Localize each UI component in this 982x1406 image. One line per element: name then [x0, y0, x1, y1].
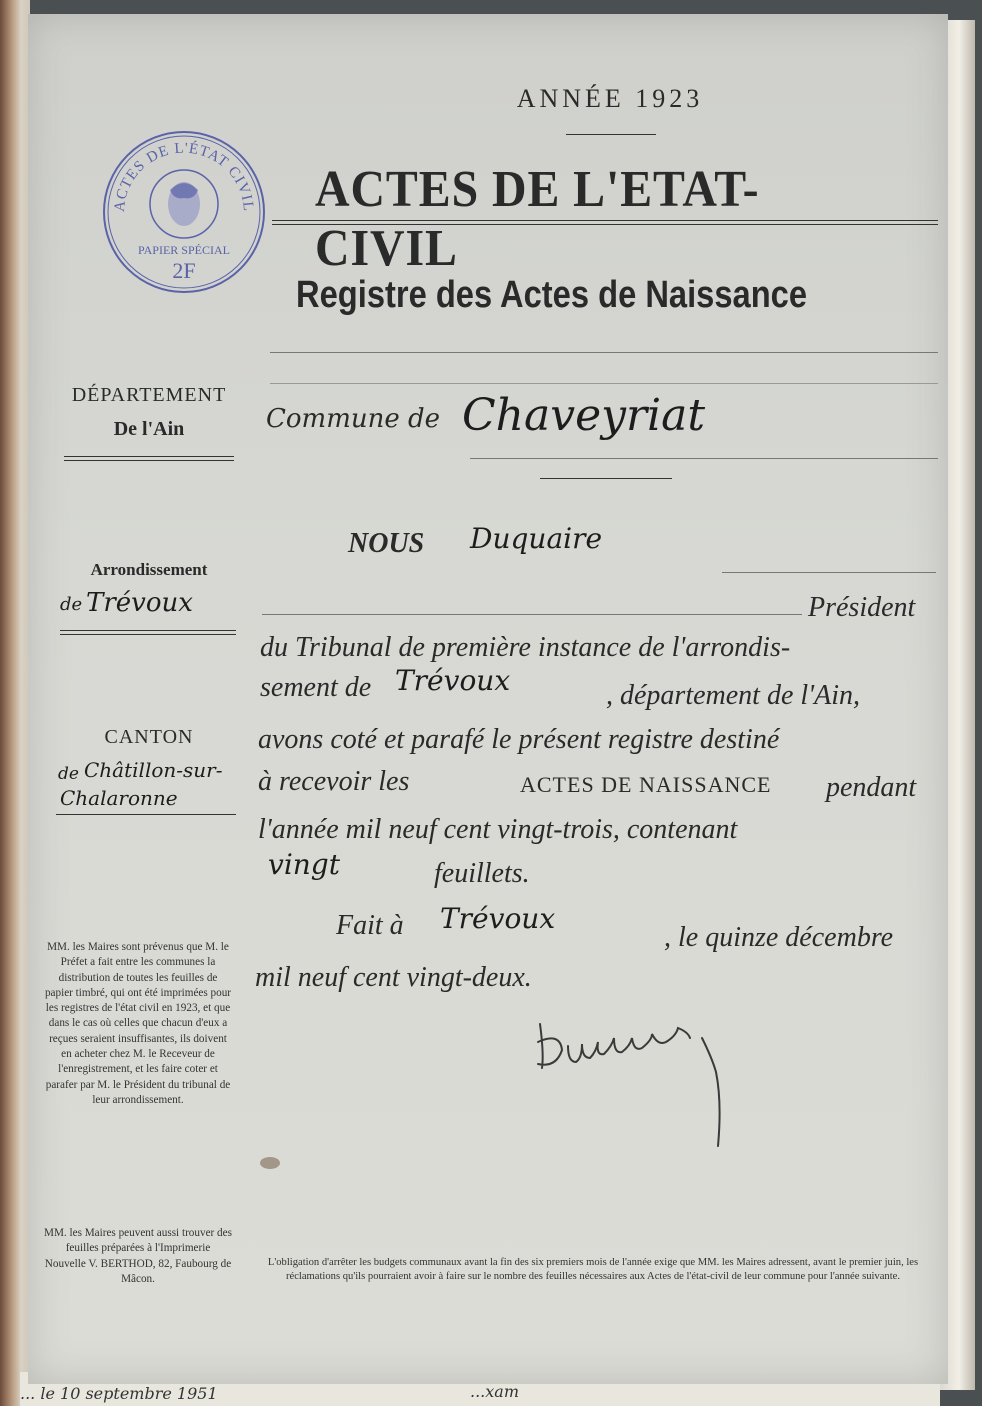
- next-sheet-handwriting: ...xam: [470, 1382, 519, 1401]
- text-line: mil neuf cent vingt-deux.: [255, 962, 532, 993]
- ink-smudge: [258, 1154, 288, 1170]
- canton-label: CANTON: [104, 726, 194, 748]
- book-binding: [0, 0, 30, 1406]
- commune-label: Commune de: [266, 404, 441, 434]
- text-line: avons coté et parafé le présent registre destiné: [258, 724, 780, 755]
- text-line: pendant: [826, 772, 917, 803]
- divider: [540, 478, 672, 479]
- stamp-ring-text: ACTES DE L'ÉTAT CIVIL: [111, 140, 257, 213]
- president-title: Président: [808, 592, 916, 623]
- divider: [270, 383, 938, 384]
- stamp-value: 2F: [172, 258, 196, 283]
- divider: [566, 134, 656, 135]
- register-subtitle: Registre des Actes de Naissance: [296, 274, 808, 316]
- department-name: De l'Ain: [113, 418, 185, 440]
- divider: [56, 814, 236, 815]
- fill-line: [722, 572, 936, 573]
- signature: [532, 1012, 752, 1162]
- commune-value: Chaveyriat: [462, 390, 706, 441]
- canton-value-continued: Chalaronne: [60, 786, 178, 810]
- made-at-location: Trévoux: [440, 902, 556, 935]
- sheet-count: vingt: [268, 848, 340, 881]
- text-line: l'année mil neuf cent vingt-trois, contenant: [258, 814, 738, 845]
- divider: [60, 630, 236, 635]
- text-line: sement de: [260, 672, 372, 703]
- divider: [64, 456, 234, 461]
- canton-prefix: de: [58, 764, 79, 784]
- divider: [270, 352, 938, 353]
- arrondissement-value: Trévoux: [86, 588, 193, 618]
- tribunal-location: Trévoux: [395, 664, 511, 697]
- year-heading: ANNÉE 1923: [516, 84, 704, 113]
- actes-smallcaps: ACTES DE NAISSANCE: [520, 772, 772, 797]
- revenue-stamp-icon: [100, 128, 268, 296]
- mayors-notice: MM. les Maires sont prévenus que M. le Préfet a fait entre les communes la distribution de toutes les feuilles de papier timbré, qui ont été imprimées pour les registres de l'état civil en 1923, et que dans le cas où celles que chacun d'eux a reçues seraient insuffisantes, ils doivent en acheter chez M. le Receveur de l'enregistrement, et les faire coter et parafer par M. le Président du tribunal de leur arrondissement.: [44, 941, 232, 1106]
- text-line: à recevoir les: [258, 766, 410, 797]
- date-text: , le quinze décembre: [664, 922, 894, 953]
- budget-notice: L'obligation d'arrêter les budgets communaux avant la fin des six premiers mois de l'année exige que MM. les Maires adressent, avant le premier juin, les réclamations qu'ils pourraient avoir à faire sur le nombre des feuilles nécessaires aux Actes de l'état-civil de leur commune pour l'année suivante.: [267, 1257, 919, 1282]
- next-sheet-handwriting: ... le 10 septembre 1951: [20, 1384, 218, 1403]
- stamp-label: PAPIER SPÉCIAL: [138, 243, 230, 257]
- fill-line: [470, 458, 938, 459]
- page-title: ACTES DE L'ETAT-CIVIL: [315, 161, 760, 277]
- text-line: , département de l'Ain,: [606, 680, 861, 711]
- text-line: feuillets.: [434, 858, 530, 889]
- printer-notice: MM. les Maires peuvent aussi trouver des feuilles préparées à l'Imprimerie Nouvelle V. BERTHOD, 82, Faubourg de Mâcon.: [44, 1227, 232, 1285]
- text-line: du Tribunal de première instance de l'arrondis-: [260, 632, 791, 663]
- department-label: DÉPARTEMENT: [71, 384, 227, 406]
- arrondissement-prefix: de: [60, 594, 83, 615]
- nous-label: NOUS: [348, 528, 425, 559]
- canton-value: Châtillon-sur-: [84, 758, 223, 782]
- fill-line: [262, 614, 802, 615]
- title-double-rule: [272, 220, 938, 225]
- arrondissement-label: Arrondissement: [90, 560, 208, 579]
- president-name: Duquaire: [470, 522, 603, 555]
- made-at-label: Fait à: [336, 910, 404, 941]
